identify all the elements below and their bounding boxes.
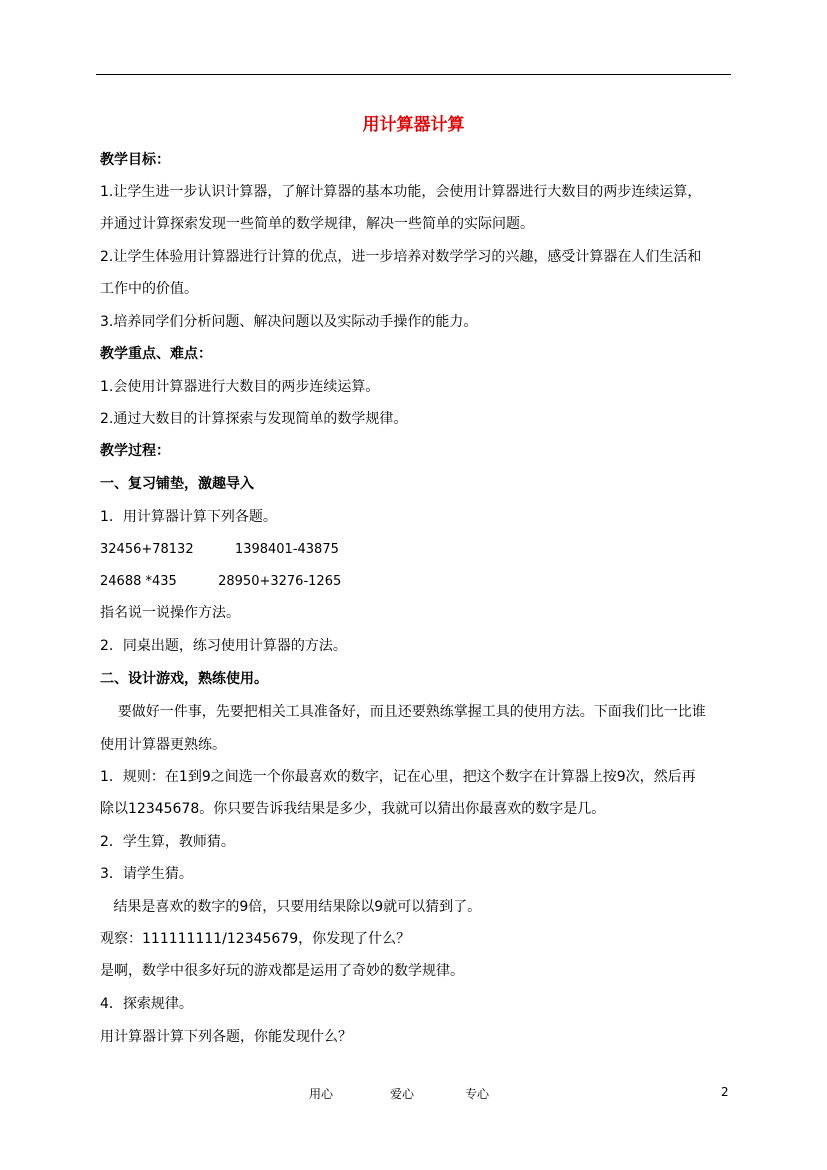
section-heading-1: 一、复习铺垫，激趣导入	[100, 476, 254, 492]
paragraph-line: 并通过计算探索发现一些简单的数学规律，解决一些简单的实际问题。	[100, 216, 534, 232]
paragraph-line: 3.培养同学们分析问题、解决问题以及实际动手操作的能力。	[100, 314, 478, 330]
paragraph-line: 3．请学生猜。	[100, 866, 193, 882]
paragraph-line: 2．同桌出题，练习使用计算器的方法。	[100, 638, 347, 654]
paragraph-line: 1.让学生进一步认识计算器，了解计算器的基本功能，会使用计算器进行大数目的两步连续运算，	[100, 184, 702, 200]
document-title: 用计算器计算	[362, 115, 465, 135]
paragraph-line: 结果是喜欢的数字的9倍，只要用结果除以9就可以猜到了。	[100, 899, 482, 915]
paragraph-line: 工作中的价值。	[100, 281, 198, 297]
paragraph-line: 4．探索规律。	[100, 996, 193, 1012]
paragraph-line: 指名说一说操作方法。	[100, 605, 240, 621]
paragraph-line: 2.通过大数目的计算探索与发现简单的数学规律。	[100, 411, 408, 427]
header-rule	[96, 74, 731, 75]
paragraph-line: 1.会使用计算器进行大数目的两步连续运算。	[100, 379, 380, 395]
paragraph-line: 2．学生算，教师猜。	[100, 834, 235, 850]
footer-item: 专心	[465, 1087, 490, 1101]
heading-key-points: 教学重点、难点：	[100, 346, 212, 362]
paragraph-line: 要做好一件事，先要把相关工具准备好，而且还要熟练掌握工具的使用方法。下面我们比一比谁	[100, 704, 706, 720]
math-problems-row-1: 32456+78132 1398401-43875	[100, 542, 339, 557]
paragraph-line: 2.让学生体验用计算器进行计算的优点，进一步培养对数学学习的兴趣，感受计算器在人们生活和	[100, 249, 702, 265]
heading-process: 教学过程：	[100, 443, 170, 459]
paragraph-line: 是啊，数学中很多好玩的游戏都是运用了奇妙的数学规律。	[100, 963, 464, 979]
paragraph-line: 使用计算器更熟练。	[100, 737, 226, 753]
paragraph-line: 用计算器计算下列各题，你能发现什么？	[100, 1029, 352, 1045]
footer-item: 爱心	[390, 1087, 415, 1101]
footer-item: 用心	[309, 1087, 334, 1101]
paragraph-line: 观察：111111111/12345679，你发现了什么？	[100, 931, 411, 947]
paragraph-line: 1．用计算器计算下列各题。	[100, 509, 277, 525]
paragraph-line: 除以12345678。你只要告诉我结果是多少，我就可以猜出你最喜欢的数字是几。	[100, 801, 606, 817]
section-heading-2: 二、设计游戏，熟练使用。	[100, 671, 268, 687]
heading-objectives: 教学目标：	[100, 152, 170, 168]
page-number: 2	[721, 1085, 729, 1099]
math-problems-row-2: 24688 *435 28950+3276-1265	[100, 574, 342, 589]
paragraph-line: 1．规则：在1到9之间选一个你最喜欢的数字，记在心里，把这个数字在计算器上按9次，然后再	[100, 769, 696, 785]
